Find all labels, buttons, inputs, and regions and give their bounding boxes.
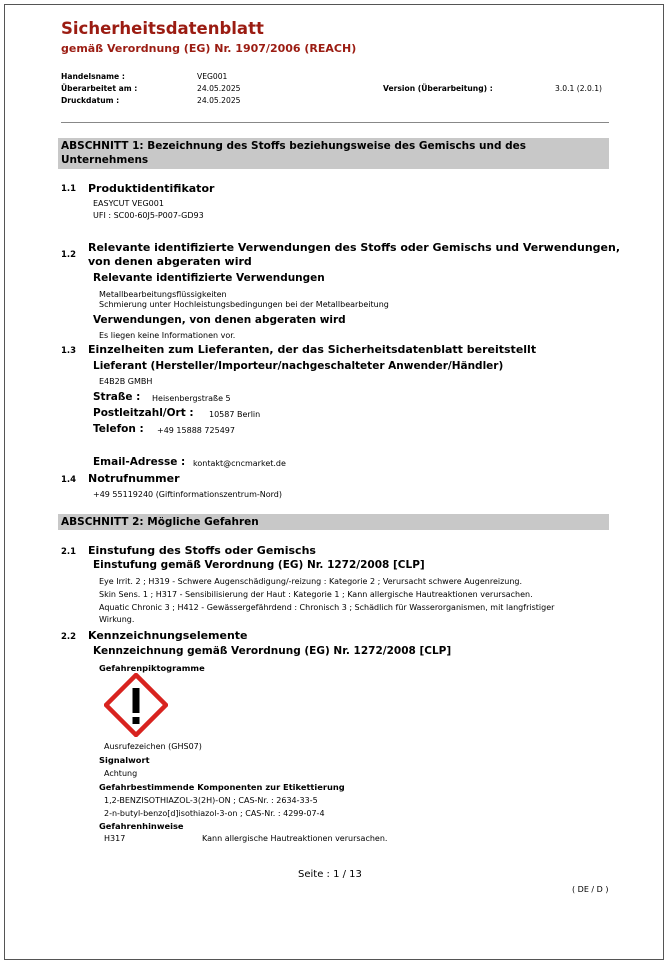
classification-skin-sens: Skin Sens. 1 ; H317 - Sensibilisierung der Haut : Kategorie 1 ; Kann allergische Hautreaktionen verursachen. <box>99 590 533 599</box>
section-2-2-number: 2.2 <box>61 632 77 642</box>
identified-use-1: Metallbearbeitungsflüssigkeiten <box>99 290 227 299</box>
classification-aquatic-line2: Wirkung. <box>99 615 135 624</box>
clp-labelling-heading: Kennzeichnung gemäß Verordnung (EG) Nr. 1272/2008 [CLP] <box>93 645 452 657</box>
hazard-text: Kann allergische Hautreaktionen verursachen. <box>202 834 388 843</box>
email-value[interactable]: kontakt@cncmarket.de <box>193 459 286 468</box>
section-1-1-number: 1.1 <box>61 184 77 194</box>
product-identifier: EASYCUT VEG001 <box>93 199 164 208</box>
components-heading: Gefahrbestimmende Komponenten zur Etikettierung <box>99 782 345 792</box>
pictograms-heading: Gefahrenpiktogramme <box>99 663 205 673</box>
email-label: Email-Adresse : <box>93 456 186 468</box>
clp-classification-heading: Einstufung gemäß Verordnung (EG) Nr. 1272/2008 [CLP] <box>93 559 425 571</box>
street-label: Straße : <box>93 391 141 403</box>
phone-value: +49 15888 725497 <box>157 426 235 435</box>
uses-advised-against-heading: Verwendungen, von denen abgeraten wird <box>93 314 346 326</box>
revised-label: Überarbeitet am : <box>61 84 138 93</box>
section-1-2-title-line2: von denen abgeraten wird <box>88 255 252 268</box>
phone-label: Telefon : <box>93 423 144 435</box>
pictogram-caption: Ausrufezeichen (GHS07) <box>104 742 202 751</box>
section-1-4-title: Notrufnummer <box>88 472 180 485</box>
section-2-1-number: 2.1 <box>61 547 77 557</box>
ufi-code: UFI : SC00-60J5-P007-GD93 <box>93 211 204 220</box>
component-1: 1,2-BENZISOTHIAZOL-3(2H)-ON ; CAS-Nr. : 2634-33-5 <box>104 796 318 805</box>
print-date-value: 24.05.2025 <box>197 96 241 105</box>
section-1-2-title-line1: Relevante identifizierte Verwendungen des Stoffs oder Gemischs und Verwendungen, <box>88 241 621 254</box>
classification-eye-irrit: Eye Irrit. 2 ; H319 - Schwere Augenschädigung/-reizung : Kategorie 2 ; Verursacht schwere Augenreizung. <box>99 577 523 586</box>
emergency-number: +49 55119240 (Giftinformationszentrum-Nord) <box>93 490 282 499</box>
component-2: 2-n-butyl-benzo[d]isothiazol-3-on ; CAS-Nr. : 4299-07-4 <box>104 809 325 818</box>
section1-heading-line1: ABSCHNITT 1: Bezeichnung des Stoffs beziehungsweise des Gemischs und des <box>61 140 527 152</box>
supplier-heading: Lieferant (Hersteller/Importeur/nachgeschalteter Anwender/Händler) <box>93 360 504 372</box>
classification-aquatic-line1: Aquatic Chronic 3 ; H412 - Gewässergefährdend : Chronisch 3 ; Schädlich für Wasserorganismen, mit langfristiger <box>99 603 555 612</box>
section-1-2-number: 1.2 <box>61 250 77 260</box>
postal-label: Postleitzahl/Ort : <box>93 407 194 419</box>
page-number: Seite : 1 / 13 <box>298 869 362 880</box>
ghs07-exclamation-icon <box>104 673 168 737</box>
identified-uses-heading: Relevante identifizierte Verwendungen <box>93 272 325 284</box>
trade-name-label: Handelsname : <box>61 72 125 81</box>
trade-name-value: VEG001 <box>197 72 228 81</box>
section1-heading <box>58 138 609 169</box>
language-code: ( DE / D ) <box>572 885 609 894</box>
document-subtitle: gemäß Verordnung (EG) Nr. 1907/2006 (REACH) <box>61 42 357 55</box>
version-label: Version (Überarbeitung) : <box>383 84 493 93</box>
header-divider <box>61 122 609 123</box>
section-1-3-title: Einzelheiten zum Lieferanten, der das Sicherheitsdatenblatt bereitstellt <box>88 343 537 356</box>
street-value: Heisenbergstraße 5 <box>152 394 231 403</box>
section-1-1-title: Produktidentifikator <box>88 182 215 195</box>
section2-heading: ABSCHNITT 2: Mögliche Gefahren <box>58 514 609 530</box>
identified-use-2: Schmierung unter Hochleistungsbedingungen bei der Metallbearbeitung <box>99 300 389 309</box>
signal-word-heading: Signalwort <box>99 755 150 765</box>
hazard-statements-heading: Gefahrenhinweise <box>99 821 184 831</box>
hazard-code: H317 <box>104 834 126 843</box>
section1-heading-line2: Unternehmens <box>61 154 149 166</box>
signal-word: Achtung <box>104 769 138 778</box>
print-date-label: Druckdatum : <box>61 96 120 105</box>
supplier-name: E4B2B GMBH <box>99 377 153 386</box>
section-1-4-number: 1.4 <box>61 475 77 485</box>
postal-value: 10587 Berlin <box>209 410 261 419</box>
version-value: 3.0.1 (2.0.1) <box>555 84 602 93</box>
section-1-3-number: 1.3 <box>61 346 77 356</box>
uses-advised-against-text: Es liegen keine Informationen vor. <box>99 331 236 340</box>
document-title: Sicherheitsdatenblatt <box>61 19 264 38</box>
section-2-2-title: Kennzeichnungselemente <box>88 629 248 642</box>
section-2-1-title: Einstufung des Stoffs oder Gemischs <box>88 544 316 557</box>
revised-value: 24.05.2025 <box>197 84 241 93</box>
